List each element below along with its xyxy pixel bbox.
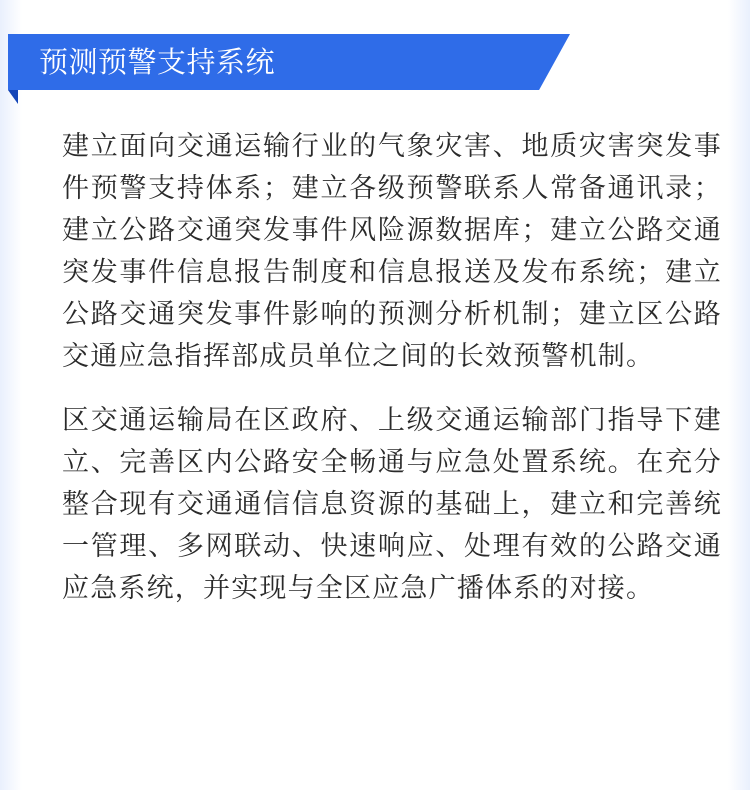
section-title: 预测预警支持系统 [39,45,276,79]
article-body [62,126,722,610]
paragraph-1: 建立面向交通运输行业的气象灾害、地质灾害突发事件预警支持体系；建立各级预警联系人常备通讯录；建立公路交通突发事件风险源数据库；建立公路交通突发事件信息报告制度和信息报送及发布系统；建立公路交通突发事件影响的预测分析机制；建立区公路交通应急指挥部成员单位之间的长效预警机制。 [62,131,722,372]
banner-fold [8,90,18,104]
section-header [8,34,570,106]
paragraph-2: 区交通运输局在区政府、上级交通运输部门指导下建立、完善区内公路安全畅通与应急处置系统。在充分整合现有交通通信信息资源的基础上，建立和完善统一管理、多网联动、快速响应、处理有效的公路交通应急系统，并实现与全区应急广播体系的对接。 [62,405,722,604]
